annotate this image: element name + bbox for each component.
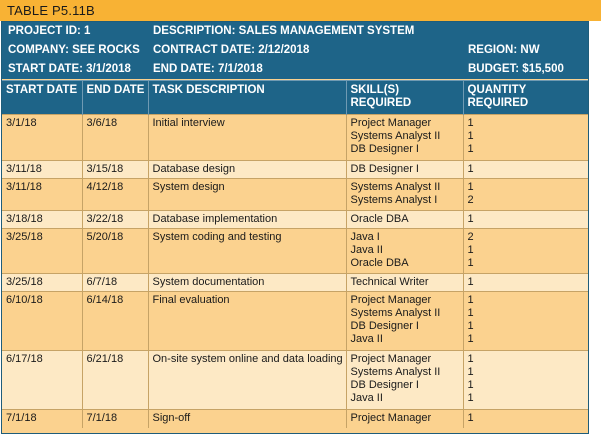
skills-cell — [346, 274, 463, 292]
start-date: START DATE: 3/1/2018 — [8, 63, 131, 75]
column-header-row — [2, 81, 588, 115]
skill-item: DB Designer I — [350, 143, 419, 155]
table-row — [2, 274, 588, 292]
table-row — [2, 351, 588, 410]
skill-item: Project Manager — [350, 117, 432, 129]
quantity-item: 1 — [467, 181, 474, 193]
quantity-cell — [463, 292, 588, 351]
skill-item: DB Designer I — [350, 163, 419, 175]
quantity-cell — [463, 229, 588, 274]
skills-cell — [346, 229, 463, 274]
skill-item: Technical Writer — [350, 276, 429, 288]
column-header: QUANTITY REQUIRED — [463, 81, 588, 115]
quantity-item: 1 — [467, 392, 474, 404]
task-rows — [2, 115, 588, 428]
start-date-cell: 3/11/18 — [2, 179, 82, 211]
region: REGION: NW — [468, 44, 540, 56]
start-date-cell: 3/25/18 — [2, 274, 82, 292]
quantity-item: 1 — [467, 366, 474, 378]
start-date-cell: 6/17/18 — [2, 351, 82, 410]
table-row — [2, 229, 588, 274]
table-row — [2, 410, 588, 428]
skills-cell — [346, 179, 463, 211]
quantity-cell — [463, 115, 588, 161]
end-date-cell: 3/6/18 — [82, 115, 148, 161]
skill-item: DB Designer I — [350, 379, 419, 391]
skill-item: Oracle DBA — [350, 213, 409, 225]
header-row-3 — [2, 60, 588, 79]
start-date-cell: 6/10/18 — [2, 292, 82, 351]
quantity-item: 1 — [467, 276, 474, 288]
skill-item: DB Designer I — [350, 320, 419, 332]
skills-cell — [346, 410, 463, 428]
quantity-cell — [463, 211, 588, 229]
start-date-cell: 3/1/18 — [2, 115, 82, 161]
quantity-item: 1 — [467, 257, 474, 269]
skill-item: Systems Analyst II — [350, 181, 441, 193]
skill-item: Project Manager — [350, 353, 432, 365]
quantity-cell — [463, 410, 588, 428]
end-date-cell: 5/20/18 — [82, 229, 148, 274]
quantity-cell — [463, 351, 588, 410]
quantity-item: 1 — [467, 353, 474, 365]
task-description-cell: Database implementation — [148, 211, 346, 229]
skills-cell — [346, 292, 463, 351]
table-row — [2, 115, 588, 161]
quantity-item: 1 — [467, 143, 474, 155]
header-row-2 — [2, 41, 588, 60]
quantity-item: 2 — [467, 231, 474, 243]
quantity-cell — [463, 161, 588, 179]
quantity-cell — [463, 274, 588, 292]
skill-item: Systems Analyst I — [350, 194, 438, 206]
column-header: START DATE — [2, 81, 82, 115]
task-description-cell: Sign-off — [148, 410, 346, 428]
quantity-item: 1 — [467, 117, 474, 129]
task-table — [2, 80, 588, 428]
project-header — [2, 22, 588, 79]
skill-item: Project Manager — [350, 294, 432, 306]
task-description-cell: System design — [148, 179, 346, 211]
quantity-item: 1 — [467, 130, 474, 142]
quantity-cell — [463, 179, 588, 211]
project-id: PROJECT ID: 1 — [8, 25, 91, 37]
task-description-cell: On-site system online and data loading — [148, 351, 346, 410]
skill-item: Systems Analyst II — [350, 366, 441, 378]
column-header: TASK DESCRIPTION — [148, 81, 346, 115]
task-description-cell: Database design — [148, 161, 346, 179]
contract-date: CONTRACT DATE: 2/12/2018 — [153, 44, 310, 56]
task-description-cell: Initial interview — [148, 115, 346, 161]
skill-item: Systems Analyst II — [350, 130, 441, 142]
start-date-cell: 7/1/18 — [2, 410, 82, 428]
table-row — [2, 161, 588, 179]
quantity-item: 1 — [467, 294, 474, 306]
quantity-item: 1 — [467, 320, 474, 332]
skill-item: Systems Analyst II — [350, 307, 441, 319]
table-caption: TABLE P5.11B — [0, 0, 601, 21]
header-row-1 — [2, 22, 588, 41]
task-description-cell: Final evaluation — [148, 292, 346, 351]
skills-cell — [346, 161, 463, 179]
end-date-cell: 3/15/18 — [82, 161, 148, 179]
end-date-cell: 7/1/18 — [82, 410, 148, 428]
end-date-cell: 6/7/18 — [82, 274, 148, 292]
skill-item: Java II — [350, 392, 383, 404]
quantity-item: 1 — [467, 412, 474, 424]
skills-cell — [346, 115, 463, 161]
task-description-cell: System coding and testing — [148, 229, 346, 274]
skill-item: Project Manager — [350, 412, 432, 424]
company: COMPANY: SEE ROCKS — [8, 44, 140, 56]
end-date-cell: 6/14/18 — [82, 292, 148, 351]
quantity-item: 1 — [467, 379, 474, 391]
skill-item: Java I — [350, 231, 380, 243]
end-date-cell: 3/22/18 — [82, 211, 148, 229]
project-table — [1, 21, 589, 434]
column-header: SKILL(S) REQUIRED — [346, 81, 463, 115]
end-date: END DATE: 7/1/2018 — [153, 63, 263, 75]
table-row — [2, 179, 588, 211]
quantity-item: 1 — [467, 163, 474, 175]
skill-item: Java II — [350, 333, 383, 345]
quantity-item: 1 — [467, 333, 474, 345]
column-header: END DATE — [82, 81, 148, 115]
start-date-cell: 3/25/18 — [2, 229, 82, 274]
table-row — [2, 211, 588, 229]
quantity-item: 2 — [467, 194, 474, 206]
skills-cell — [346, 211, 463, 229]
end-date-cell: 6/21/18 — [82, 351, 148, 410]
task-description-cell: System documentation — [148, 274, 346, 292]
project-description: DESCRIPTION: SALES MANAGEMENT SYSTEM — [153, 25, 415, 37]
skill-item: Oracle DBA — [350, 257, 409, 269]
quantity-item: 1 — [467, 213, 474, 225]
budget: BUDGET: $15,500 — [468, 63, 564, 75]
start-date-cell: 3/18/18 — [2, 211, 82, 229]
skills-cell — [346, 351, 463, 410]
quantity-item: 1 — [467, 307, 474, 319]
end-date-cell: 4/12/18 — [82, 179, 148, 211]
start-date-cell: 3/11/18 — [2, 161, 82, 179]
skill-item: Java II — [350, 244, 383, 256]
table-row — [2, 292, 588, 351]
quantity-item: 1 — [467, 244, 474, 256]
